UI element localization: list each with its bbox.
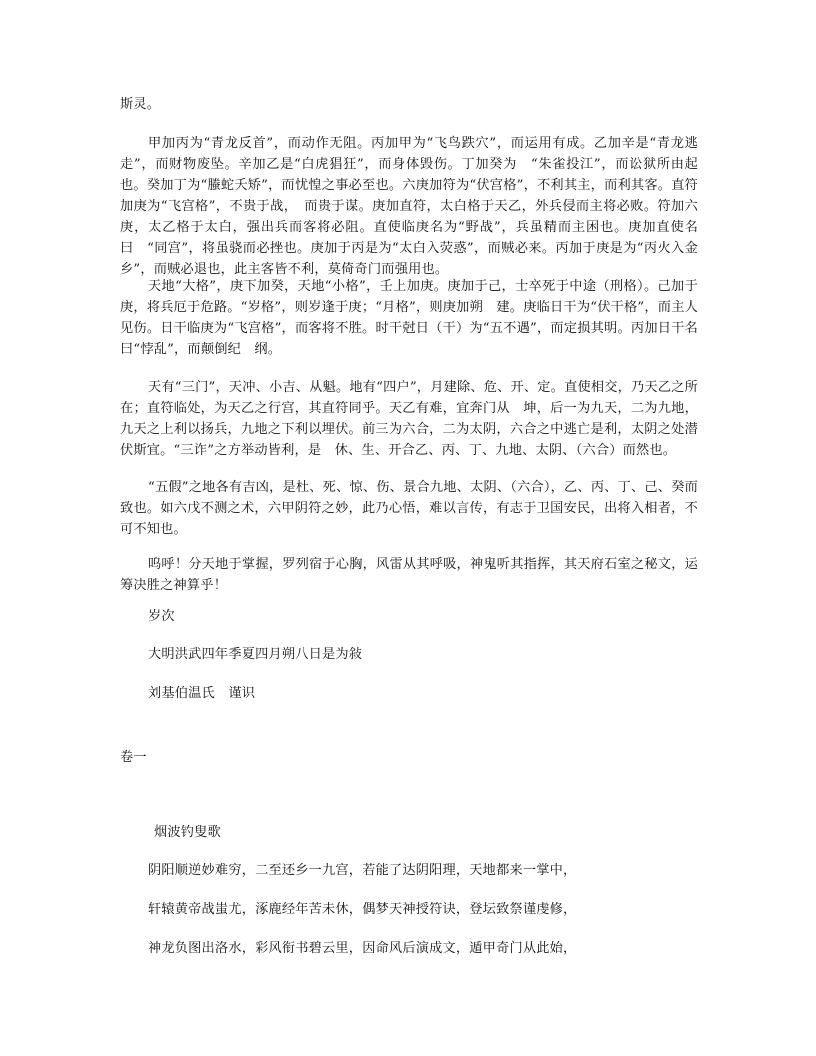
date-line: 大明洪武四年季夏四月朔八日是为敍 — [148, 647, 363, 662]
chapter-title: 卷一 — [120, 750, 147, 765]
paragraph-1: 甲加丙为“青龙反首”，而动作无阻。丙加甲为“飞鸟跌穴”，而运用有成。乙加辛是“青龙逃走”，而财物废坠。辛加乙是“白虎猖狂”，而身体毁伤。丁加癸为 “朱雀投江”，而讼狱所由起也。癸加丁为“螣蛇夭矫”，而忧惶之事必至也。六庚加符为“伏宫格”，不利其主，而利其客。直符加庚为“飞宫格”，不贵于战， 而贵于谋。庚加直符，太白格于天乙，外兵侵而主将必败。符加六庚，太乙格于太白，强出兵而客将必阻。直使临庚名为“野战”，兵虽精而主困也。庚加直使名曰 “同宫”，将虽骁而必挫也。庚加于丙是为“太白入荧惑”，而贼必来。丙加于庚是为“丙火入金乡”，而贼必退也，此主客皆不利，莫倚奇门而强用也。 — [120, 136, 698, 277]
paragraph-2: 天地“大格”，庚下加癸，天地“小格”，壬上加庚。庚加于己，士卒死于中途（刑格）。己加于庚，将兵厄于危路。“岁格”，则岁逢于庚；“月格”，则庚加朔 建。庚临日干为“伏干格”，而主人见伤。日干临庚为“飞宫格”，而客将不胜。时干尅日（干）为“五不遇”，而定损其明。丙加日干名曰“悖乱”，而颠倒纪 纲。 — [120, 279, 698, 357]
paragraph-5: 呜呼！分天地于掌握，罗列宿于心胸，风雷从其呼吸，神鬼听其指挥，其天府石室之秘文，运筹决胜之神算乎！ — [120, 557, 698, 593]
opening-line: 斯灵。 — [120, 97, 161, 112]
poem-title: 烟波钓叟歌 — [154, 825, 221, 840]
poem-line-3: 神龙负图出洛水，彩风衔书碧云里，因命风后演成文，遁甲奇门从此始， — [148, 941, 577, 956]
signature: 刘基伯温氏 谨识 — [148, 686, 256, 701]
paragraph-3: 天有“三门”，天冲、小吉、从魁。地有“四户”，月建除、危、开、定。直使相交，乃天乙之所在；直符临处，为天乙之行宫，其直符同乎。天乙有难，宜奔门从 坤，后一为九天，二为九地，九天之上利以扬兵，九地之下利以埋伏。前三为六合，二为太阴，六合之中逃亡是利，太阴之处潜伏斯宜。“三诈”之方举动皆利，是 休、生、开合乙、丙、丁、九地、太阴、（六合）而然也。 — [120, 380, 698, 458]
paragraph-4: “五假”之地各有吉凶，是杜、死、惊、伤、景合九地、太阴、（六合），乙、丙、丁、己、癸而致也。如六戊不测之术，六甲阴符之妙，此乃心悟，难以言传，有志于卫国安民，出将入相者，不可不知也。 — [120, 480, 698, 537]
poem-line-1: 阴阳顺逆妙难穷，二至还乡一九宫，若能了达阴阳理，天地都来一掌中， — [148, 863, 577, 878]
poem-line-2: 轩辕黄帝战蚩尤，涿鹿经年苦未休，偶梦天神授符诀，登坛致祭谨虔修， — [148, 902, 577, 917]
section-label: 岁次 — [148, 609, 175, 624]
